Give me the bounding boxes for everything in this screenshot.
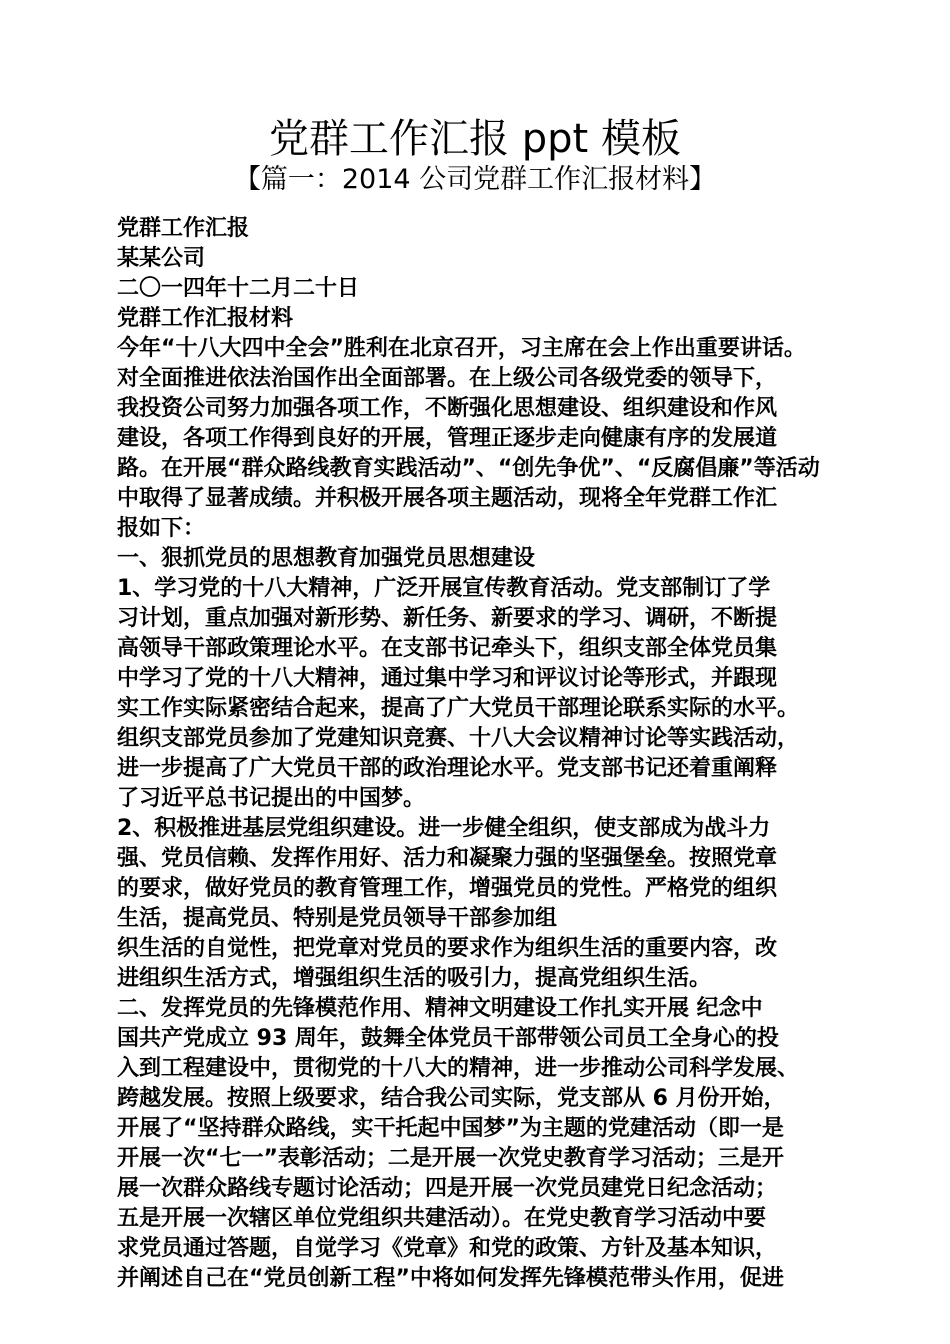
body-text-line: 习计划，重点加强对新形势、新任务、新要求的学习、调研，不断提 (117, 606, 778, 631)
body-text-line: 今年“十八大四中全会”胜利在北京召开，习主席在会上作出重要讲话。 (117, 336, 806, 361)
body-text-line: 实工作实际紧密结合起来，提高了广大党员干部理论联系实际的水平。 (117, 696, 800, 721)
body-text-line: 开展了“坚持群众路线，实干托起中国梦”为主题的党建活动（即一是 (117, 1116, 784, 1141)
body-text-line: 进一步提高了广大党员干部的政治理论水平。党支部书记还着重阐释 (117, 756, 778, 781)
body-text-line: 展一次群众路线专题讨论活动；四是开展一次党员建党日纪念活动； (117, 1176, 778, 1201)
body-text-line: 某某公司 (117, 246, 206, 271)
body-text-line: 入到工程建设中，贯彻党的十八大的精神，进一步推动公司科学发展、 (117, 1056, 800, 1081)
body-text-line: 进组织生活方式，增强组织生活的吸引力，提高党组织生活。 (117, 966, 712, 991)
body-text-line: 生活，提高党员、特别是党员领导干部参加组 (117, 906, 558, 931)
body-text-line: 党群工作汇报材料 (117, 306, 294, 331)
body-text-line: 中学习了党的十八大精神，通过集中学习和评议讨论等形式，并跟现 (117, 666, 778, 691)
body-text-line: 二、发挥党员的先锋模范作用、精神文明建设工作扎实开展 纪念中 (117, 996, 763, 1021)
body-text-line: 路。在开展“群众路线教育实践活动”、“创先争优”、“反腐倡廉”等活动 (117, 456, 820, 481)
document-body (117, 214, 853, 1294)
body-text-line: 对全面推进依法治国作出全面部署。在上级公司各级党委的领导下， (117, 366, 778, 391)
body-text-line: 1、学习党的十八大精神，广泛开展宣传教育活动。党支部制订了学 (117, 576, 771, 601)
document-title: 党群工作汇报 ppt 模板 (269, 116, 681, 162)
body-text-line: 五是开展一次辖区单位党组织共建活动）。在党史教育学习活动中要 (117, 1206, 767, 1231)
body-text-line: 跨越发展。按照上级要求，结合我公司实际，党支部从 6 月份开始， (117, 1086, 786, 1111)
body-text-line: 报如下： (117, 516, 206, 541)
body-text-line: 织生活的自觉性，把党章对党员的要求作为组织生活的重要内容，改 (117, 936, 778, 961)
body-text-line: 二〇一四年十二月二十日 (117, 276, 360, 301)
document-subtitle: 【篇一：2014 公司党群工作汇报材料】 (233, 164, 717, 195)
body-text-line: 开展一次“七一”表彰活动；二是开展一次党史教育学习活动；三是开 (117, 1146, 784, 1171)
body-text-line: 2、积极推进基层党组织建设。进一步健全组织，使支部成为战斗力 (117, 816, 771, 841)
body-text-line: 的要求，做好党员的教育管理工作，增强党员的党性。严格党的组织 (117, 876, 778, 901)
body-text-line: 国共产党成立 93 周年，鼓舞全体党员干部带领公司员工全身心的投 (117, 1026, 779, 1051)
body-text-line: 强、党员信赖、发挥作用好、活力和凝聚力强的坚强堡垒。按照党章 (117, 846, 778, 871)
body-text-line: 并阐述自己在“党员创新工程”中将如何发挥先锋模范带头作用，促进 (117, 1266, 784, 1291)
body-text-line: 建设，各项工作得到良好的开展，管理正逐步走向健康有序的发展道 (117, 426, 778, 451)
body-text-line: 了习近平总书记提出的中国梦。 (117, 786, 426, 811)
body-text-line: 高领导干部政策理论水平。在支部书记牵头下，组织支部全体党员集 (117, 636, 778, 661)
body-text-line: 一、狠抓党员的思想教育加强党员思想建设 (117, 546, 536, 571)
body-text-line: 我投资公司努力加强各项工作，不断强化思想建设、组织建设和作风 (117, 396, 778, 421)
body-text-line: 组织支部党员参加了党建知识竞赛、十八大会议精神讨论等实践活动， (117, 726, 800, 751)
body-text-line: 中取得了显著成绩。并积极开展各项主题活动，现将全年党群工作汇 (117, 486, 778, 511)
body-text-line: 党群工作汇报 (117, 216, 250, 241)
body-text-line: 求党员通过答题，自觉学习《党章》和党的政策、方针及基本知识， (117, 1236, 778, 1261)
